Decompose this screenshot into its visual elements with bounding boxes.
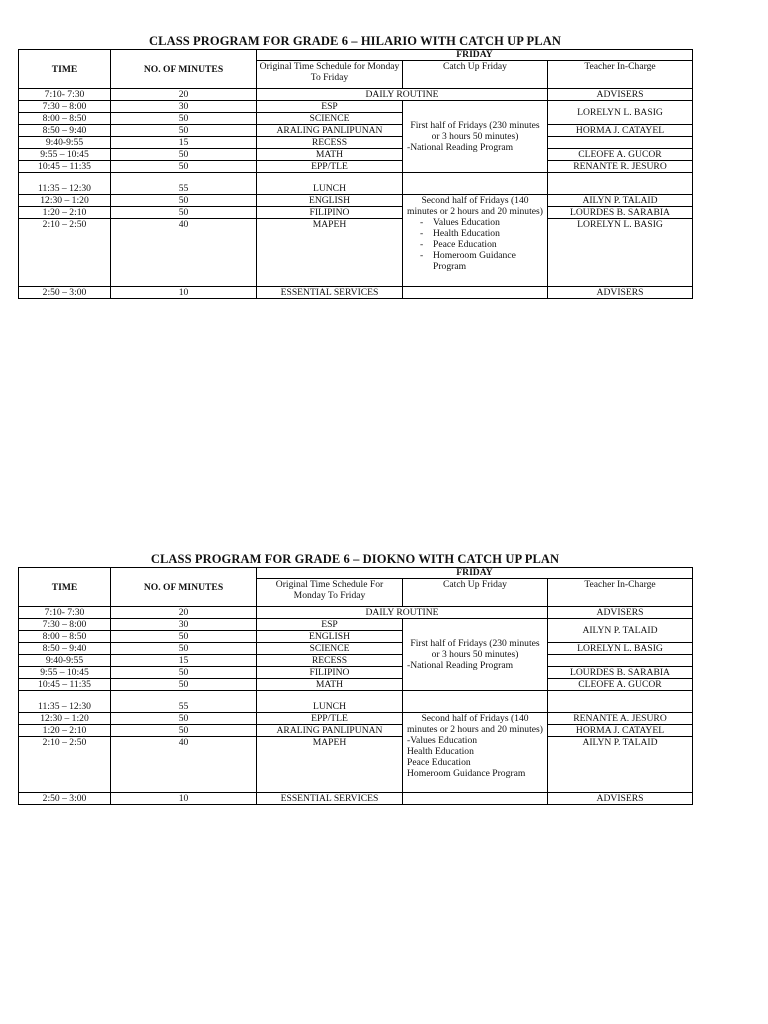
subject-cell: LUNCH xyxy=(257,173,403,195)
teacher-cell xyxy=(548,137,693,149)
table-row xyxy=(19,287,693,299)
list-item: - Homeroom Guidance Program xyxy=(433,250,543,272)
catch-up-first-text: First half of Fridays (230 minutes or 3 hours 50 minutes) xyxy=(410,638,540,660)
subject-cell: ESSENTIAL SERVICES xyxy=(257,793,403,805)
list-item: - Values Education xyxy=(433,217,543,228)
teacher-cell xyxy=(548,655,693,667)
minutes-cell: 50 xyxy=(111,713,257,725)
header-time: TIME xyxy=(19,568,111,607)
time-cell: 12:30 – 1:20 xyxy=(19,195,111,207)
table-row xyxy=(19,643,693,655)
subject-cell: RECESS xyxy=(257,655,403,667)
subject-cell: LUNCH xyxy=(257,691,403,713)
time-cell: 8:00 – 8:50 xyxy=(19,113,111,125)
table-row xyxy=(19,725,693,737)
catch-up-first-half xyxy=(403,619,548,691)
list-item: -Values Education xyxy=(407,735,478,746)
teacher-cell: AILYN P. TALAID xyxy=(548,737,693,793)
table-row xyxy=(19,173,693,195)
subject-cell: FILIPINO xyxy=(257,207,403,219)
catch-up-first-program: -National Reading Program xyxy=(407,660,514,671)
time-cell: 9:40-9:55 xyxy=(19,655,111,667)
time-cell: 2:10 – 2:50 xyxy=(19,219,111,287)
program-title: CLASS PROGRAM FOR GRADE 6 – HILARIO WITH CATCH UP PLAN xyxy=(149,34,561,48)
subject-cell: ARALING PANLIPUNAN xyxy=(257,125,403,137)
minutes-cell: 50 xyxy=(111,667,257,679)
table-row xyxy=(19,149,693,161)
time-cell: 1:20 – 2:10 xyxy=(19,725,111,737)
teacher-cell: AILYN P. TALAID xyxy=(548,195,693,207)
minutes-cell: 50 xyxy=(111,125,257,137)
list-item: Peace Education xyxy=(407,757,471,768)
minutes-cell: 50 xyxy=(111,149,257,161)
minutes-cell: 10 xyxy=(111,287,257,299)
list-item: Homeroom Guidance Program xyxy=(407,768,526,779)
table-row xyxy=(19,667,693,679)
header-friday: FRIDAY xyxy=(257,568,693,579)
header-original-schedule: Original Time Schedule for Monday To Friday xyxy=(257,61,403,89)
subject-cell: EPP/TLE xyxy=(257,713,403,725)
catch-up-first-program: -National Reading Program xyxy=(407,142,514,153)
subject-cell: EPP/TLE xyxy=(257,161,403,173)
minutes-cell: 10 xyxy=(111,793,257,805)
teacher-cell: HORMA J. CATAYEL xyxy=(548,725,693,737)
teacher-cell: LOURDES B. SARABIA xyxy=(548,667,693,679)
table-row xyxy=(19,619,693,631)
catch-up-second-text: Second half of Fridays (140 minutes or 2 hours and 20 minutes) xyxy=(407,713,543,735)
teacher-cell: LOURDES B. SARABIA xyxy=(548,207,693,219)
subject-cell: SCIENCE xyxy=(257,643,403,655)
catch-up-empty-cell xyxy=(403,793,548,805)
subject-cell: MAPEH xyxy=(257,219,403,287)
header-friday: FRIDAY xyxy=(257,50,693,61)
schedule-table xyxy=(18,49,693,299)
table-row xyxy=(19,737,693,793)
subject-cell: DAILY ROUTINE xyxy=(257,607,548,619)
time-cell: 9:55 – 10:45 xyxy=(19,667,111,679)
minutes-cell: 55 xyxy=(111,691,257,713)
header-minutes: NO. OF MINUTES xyxy=(111,50,257,89)
subject-cell: MATH xyxy=(257,679,403,691)
catch-up-first-half xyxy=(403,101,548,173)
subject-cell: ENGLISH xyxy=(257,195,403,207)
time-cell: 7:10- 7:30 xyxy=(19,89,111,101)
time-cell: 7:30 – 8:00 xyxy=(19,619,111,631)
minutes-cell: 50 xyxy=(111,195,257,207)
teacher-cell: LORELYN L. BASIG xyxy=(548,101,693,125)
teacher-cell: ADVISERS xyxy=(548,89,693,101)
teacher-cell: ADVISERS xyxy=(548,287,693,299)
teacher-cell: LORELYN L. BASIG xyxy=(548,219,693,287)
catch-up-empty-cell xyxy=(403,691,548,713)
teacher-cell xyxy=(548,173,693,195)
teacher-cell: AILYN P. TALAID xyxy=(548,619,693,643)
program-title: CLASS PROGRAM FOR GRADE 6 – DIOKNO WITH CATCH UP PLAN xyxy=(150,552,560,566)
table-row xyxy=(19,691,693,713)
teacher-cell: CLEOFE A. GUCOR xyxy=(548,149,693,161)
table-row xyxy=(19,679,693,691)
teacher-cell: LORELYN L. BASIG xyxy=(548,643,693,655)
teacher-cell: CLEOFE A. GUCOR xyxy=(548,679,693,691)
minutes-cell: 50 xyxy=(111,631,257,643)
teacher-cell: HORMA J. CATAYEL xyxy=(548,125,693,137)
time-cell: 10:45 – 11:35 xyxy=(19,679,111,691)
list-item: Health Education xyxy=(407,746,474,757)
minutes-cell: 20 xyxy=(111,89,257,101)
time-cell: 7:10- 7:30 xyxy=(19,607,111,619)
minutes-cell: 30 xyxy=(111,619,257,631)
time-cell: 10:45 – 11:35 xyxy=(19,161,111,173)
teacher-cell xyxy=(548,691,693,713)
time-cell: 11:35 – 12:30 xyxy=(19,691,111,713)
subject-cell: FILIPINO xyxy=(257,667,403,679)
subject-cell: MAPEH xyxy=(257,737,403,793)
minutes-cell: 50 xyxy=(111,679,257,691)
catch-up-empty-cell xyxy=(403,287,548,299)
list-item: - Peace Education xyxy=(433,239,543,250)
minutes-cell: 55 xyxy=(111,173,257,195)
teacher-cell: ADVISERS xyxy=(548,793,693,805)
schedule-table xyxy=(18,567,693,805)
subject-cell: RECESS xyxy=(257,137,403,149)
header-time: TIME xyxy=(19,50,111,89)
time-cell: 8:50 – 9:40 xyxy=(19,125,111,137)
table-row xyxy=(19,125,693,137)
minutes-cell: 40 xyxy=(111,737,257,793)
subject-cell: MATH xyxy=(257,149,403,161)
minutes-cell: 20 xyxy=(111,607,257,619)
table-row xyxy=(19,793,693,805)
class-program-hilario xyxy=(18,33,692,299)
subject-cell: DAILY ROUTINE xyxy=(257,89,548,101)
time-cell: 2:50 – 3:00 xyxy=(19,793,111,805)
catch-up-second-list xyxy=(407,217,543,272)
table-row xyxy=(19,137,693,149)
time-cell: 12:30 – 1:20 xyxy=(19,713,111,725)
minutes-cell: 40 xyxy=(111,219,257,287)
subject-cell: ESSENTIAL SERVICES xyxy=(257,287,403,299)
minutes-cell: 50 xyxy=(111,207,257,219)
minutes-cell: 50 xyxy=(111,725,257,737)
table-row xyxy=(19,655,693,667)
catch-up-second-text: Second half of Fridays (140 minutes or 2 hours and 20 minutes) xyxy=(407,195,543,217)
subject-cell: SCIENCE xyxy=(257,113,403,125)
time-cell: 1:20 – 2:10 xyxy=(19,207,111,219)
table-row xyxy=(19,207,693,219)
teacher-cell: RENANTE R. JESURO xyxy=(548,161,693,173)
time-cell: 8:50 – 9:40 xyxy=(19,643,111,655)
subject-cell: ESP xyxy=(257,101,403,113)
header-catch-up-friday: Catch Up Friday xyxy=(403,61,548,89)
time-cell: 11:35 – 12:30 xyxy=(19,173,111,195)
table-row xyxy=(19,161,693,173)
table-row xyxy=(19,713,693,725)
minutes-cell: 50 xyxy=(111,643,257,655)
header-teacher: Teacher In-Charge xyxy=(548,61,693,89)
subject-cell: ARALING PANLIPUNAN xyxy=(257,725,403,737)
table-row xyxy=(19,101,693,113)
table-row xyxy=(19,89,693,101)
subject-cell: ESP xyxy=(257,619,403,631)
time-cell: 9:55 – 10:45 xyxy=(19,149,111,161)
header-catch-up-friday: Catch Up Friday xyxy=(403,579,548,607)
table-row xyxy=(19,195,693,207)
header-original-schedule: Original Time Schedule For Monday To Friday xyxy=(257,579,403,607)
teacher-cell: RENANTE A. JESURO xyxy=(548,713,693,725)
minutes-cell: 30 xyxy=(111,101,257,113)
subject-cell: ENGLISH xyxy=(257,631,403,643)
minutes-cell: 15 xyxy=(111,137,257,149)
minutes-cell: 50 xyxy=(111,161,257,173)
time-cell: 7:30 – 8:00 xyxy=(19,101,111,113)
table-row xyxy=(19,607,693,619)
time-cell: 2:50 – 3:00 xyxy=(19,287,111,299)
class-program-diokno xyxy=(18,551,692,805)
header-teacher: Teacher In-Charge xyxy=(548,579,693,607)
time-cell: 9:40-9:55 xyxy=(19,137,111,149)
header-minutes: NO. OF MINUTES xyxy=(111,568,257,607)
minutes-cell: 15 xyxy=(111,655,257,667)
list-item: - Health Education xyxy=(433,228,543,239)
time-cell: 2:10 – 2:50 xyxy=(19,737,111,793)
time-cell: 8:00 – 8:50 xyxy=(19,631,111,643)
catch-up-second-half xyxy=(403,713,548,793)
table-row xyxy=(19,219,693,287)
minutes-cell: 50 xyxy=(111,113,257,125)
catch-up-first-text: First half of Fridays (230 minutes or 3 hours 50 minutes) xyxy=(410,120,540,142)
catch-up-empty-cell xyxy=(403,173,548,195)
teacher-cell: ADVISERS xyxy=(548,607,693,619)
catch-up-second-half xyxy=(403,195,548,287)
